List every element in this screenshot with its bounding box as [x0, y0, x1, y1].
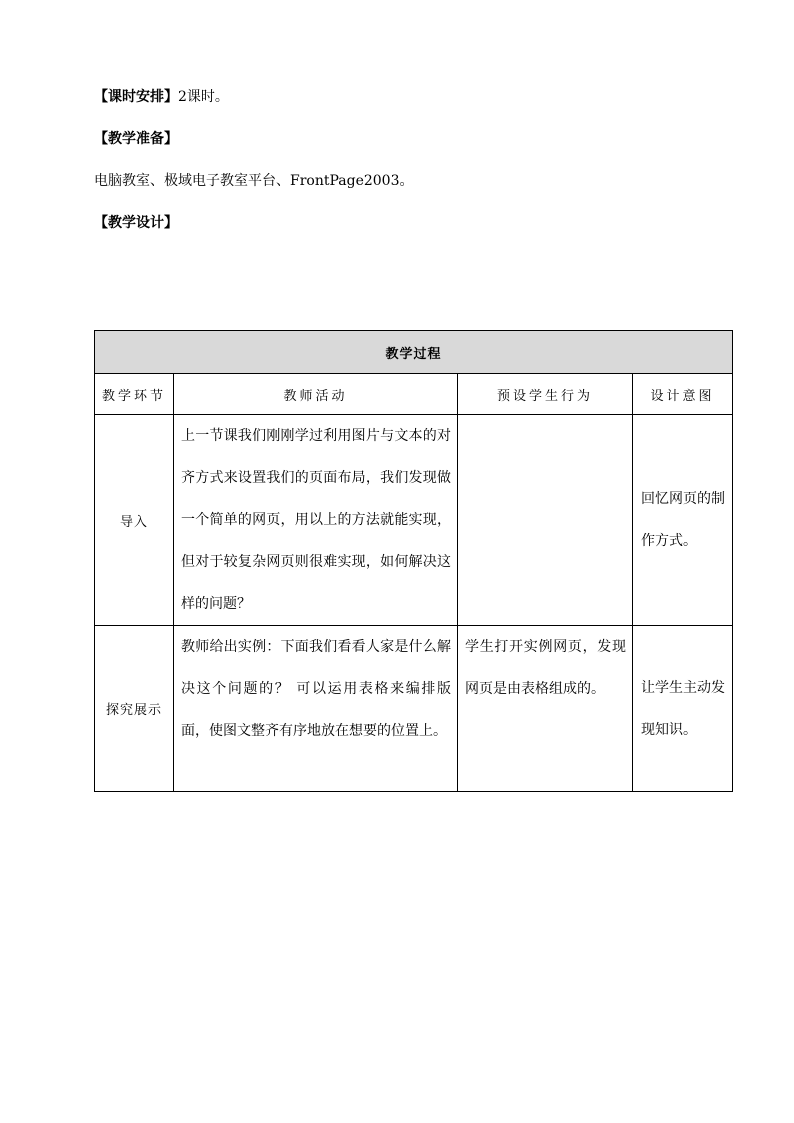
- header-teacher-activity: 教师活动: [174, 374, 458, 415]
- student-behavior-cell: 学生打开实例网页，发现网页是由表格组成的。: [458, 626, 633, 792]
- schedule-label: 【课时安排】: [94, 89, 178, 105]
- stage-cell: 探究展示: [95, 626, 174, 792]
- design-intent-cell: 让学生主动发现知识。: [633, 626, 733, 792]
- design-heading: 【教学设计】: [94, 215, 178, 231]
- schedule-line: [94, 86, 229, 106]
- preparation-text: 电脑教室、极域电子教室平台、FrontPage2003。: [94, 173, 414, 189]
- header-stage: 教学环节: [95, 374, 174, 415]
- header-student-behavior: 预设学生行为: [458, 374, 633, 415]
- schedule-value: 2课时。: [178, 89, 229, 105]
- stage-cell: 导入: [95, 415, 174, 626]
- table-row: [95, 626, 733, 792]
- preparation-heading: 【教学准备】: [94, 131, 178, 147]
- table-row: [95, 415, 733, 626]
- teaching-process-table: [94, 330, 733, 792]
- teacher-activity-cell: 上一节课我们刚刚学过利用图片与文本的对齐方式来设置我们的页面布局，我们发现做一个简单的网页，用以上的方法就能实现，但对于较复杂网页则很难实现，如何解决这样的问题？: [174, 415, 458, 626]
- student-behavior-cell: [458, 415, 633, 626]
- header-design-intent: 设计意图: [633, 374, 733, 415]
- teacher-activity-cell: 教师给出实例：下面我们看看人家是什么解决这个问题的？ 可以运用表格来编排版面，使图文整齐有序地放在想要的位置上。: [174, 626, 458, 792]
- table-title: 教学过程: [95, 331, 733, 374]
- design-intent-cell: 回忆网页的制作方式。: [633, 415, 733, 626]
